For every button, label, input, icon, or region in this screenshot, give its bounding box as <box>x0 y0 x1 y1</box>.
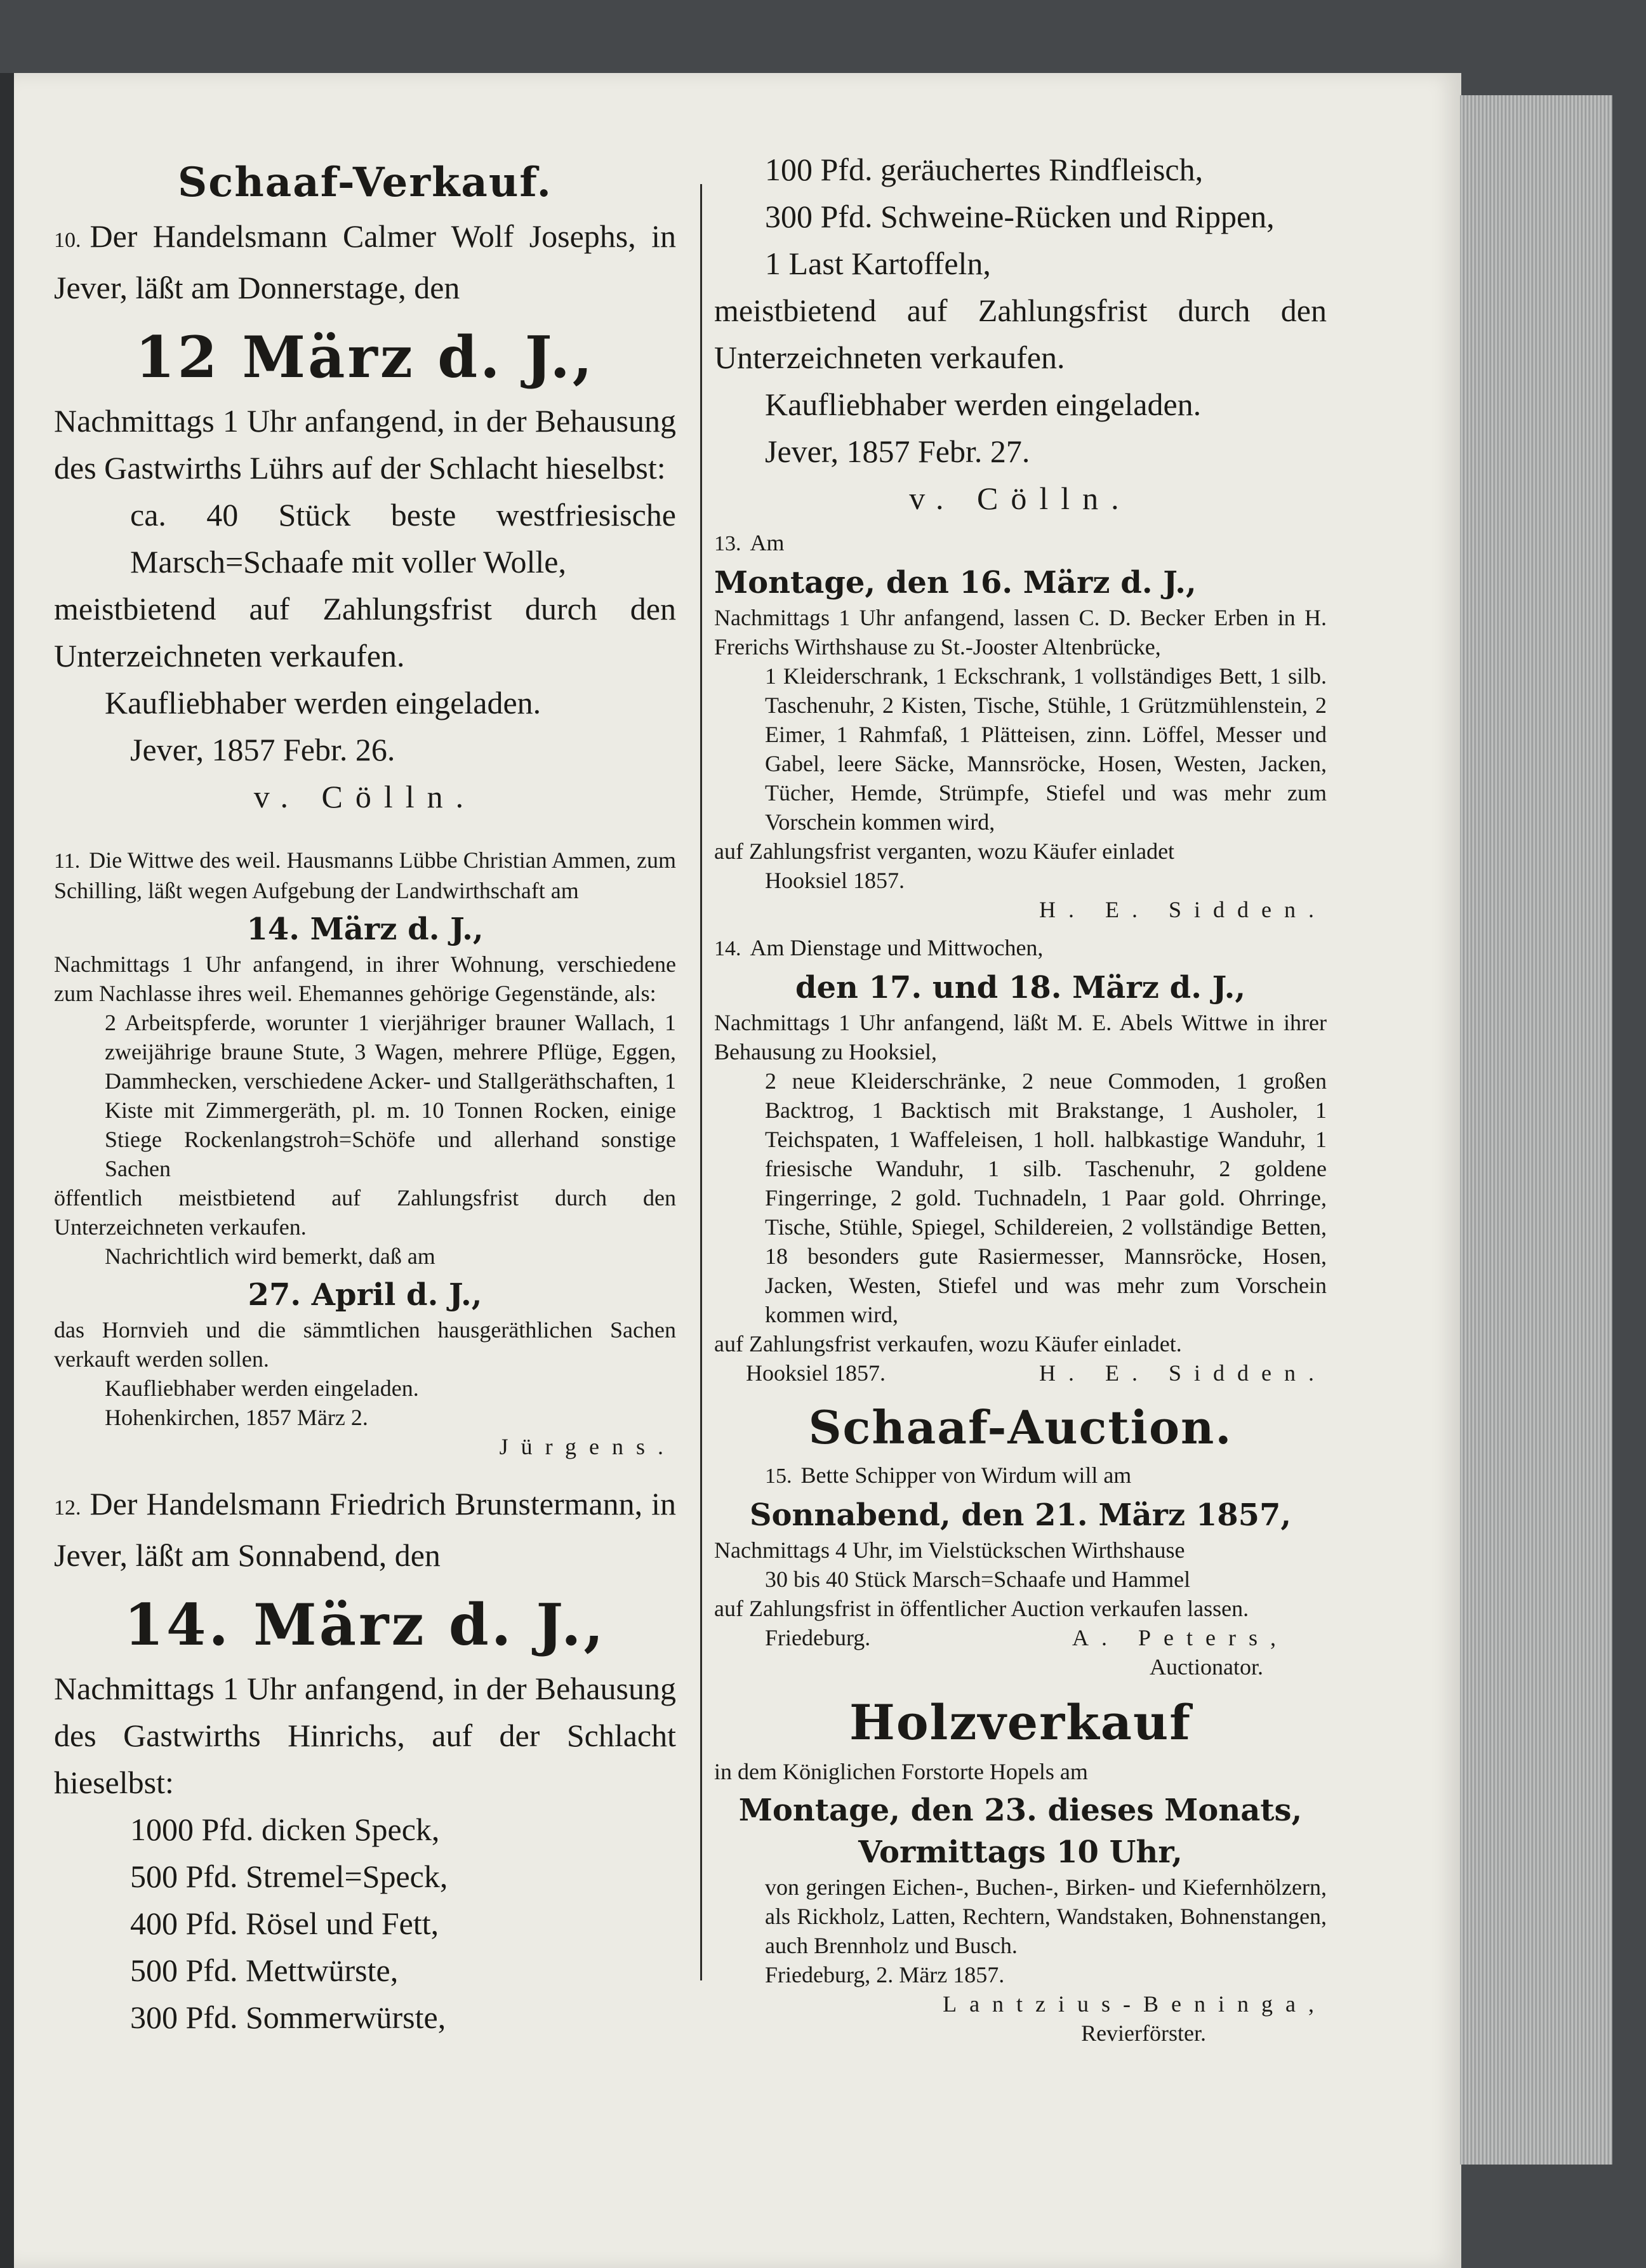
advert-12-date: 14. März d. J., <box>124 1591 606 1659</box>
advert-10-heading: Schaaf-Verkauf. <box>178 159 552 206</box>
book-page-edges <box>1460 95 1612 2165</box>
holz-heading: Holzverkauf <box>849 1694 1191 1751</box>
advert-10-items: ca. 40 Stück beste westfriesische Marsch=Schaafe mit voller Wolle, <box>130 497 676 580</box>
advert-14-terms: auf Zahlungsfrist verkaufen, wozu Käufer einladet. <box>714 1331 1182 1356</box>
holz-place-date: Friedeburg, 2. März 1857. <box>765 1962 1005 1987</box>
advert-14-intro: 14. Am Dienstage und Mittwochen, <box>714 935 1044 960</box>
advert-14-place: Hooksiel 1857. <box>746 1360 886 1386</box>
right-column <box>714 146 1327 2048</box>
advert-13-items: 1 Kleiderschrank, 1 Eckschrank, 1 vollständiges Bett, 1 silb. Taschenuhr, 2 Kisten, Tische, Stühle, 1 Grützmühlenstein, 2 Eimer, 1 Rahmfaß, 1 Plätteisen, zinn. Löffel, Messer und Gabel, leere Säcke, Mannsröcke, Hosen, Westen, Jacken, Tücher, Hemde, Strümpfe, Stiefel und was mehr zum Vorschein kommen wird, <box>765 663 1327 835</box>
advert-14-body: Nachmittags 1 Uhr anfangend, läßt M. E. Abels Wittwe in ihrer Behausung zu Hooksiel, <box>714 1010 1327 1064</box>
advert-11-terms: öffentlich meistbietend auf Zahlungsfrist durch den Unterzeichneten verkaufen. <box>54 1185 676 1240</box>
advert-15 <box>714 1400 1327 1681</box>
advert-13 <box>714 528 1327 924</box>
advert-10-place-date: Jever, 1857 Febr. 26. <box>130 732 395 767</box>
advert-14-footer <box>714 1358 1327 1388</box>
holz-items: von geringen Eichen-, Buchen-, Birken- und Kiefernhölzern, als Rickholz, Latten, Rechtern, Wandstaken, Bohnenstangen, auch Brennholz und Busch. <box>765 1874 1327 1958</box>
advert-15-place: Friedeburg. <box>765 1625 871 1650</box>
holz-signature: Lantzius-Beninga, <box>943 1991 1327 2017</box>
advert-14-date: den 17. und 18. März d. J., <box>795 970 1246 1005</box>
advert-15-intro: 15. Bette Schipper von Wirdum will am <box>765 1462 1132 1488</box>
list-item: 300 Pfd. Schweine-Rücken und Rippen, <box>765 199 1275 234</box>
advert-15-signature: A. Peters, <box>1072 1625 1289 1650</box>
advert-12-signature: v. Cölln. <box>909 481 1132 516</box>
advert-13-signature: H. E. Sidden. <box>1039 897 1327 922</box>
list-item: 400 Pfd. Rösel und Fett, <box>130 1906 439 1941</box>
advert-12-intro: 12. Der Handelsmann Friedrich Brunstermann, in Jever, läßt am Sonnabend, den <box>54 1486 676 1573</box>
advert-10 <box>54 159 676 820</box>
advert-10-date: 12 März d. J., <box>135 324 595 391</box>
holz-intro: in dem Königlichen Forstorte Hopels am <box>714 1759 1088 1784</box>
advert-14-items: 2 neue Kleiderschränke, 2 neue Commoden, 1 großen Backtrog, 1 Backtisch mit Brakstange, 1 Ausholer, 1 Teichspaten, 1 Waffeleisen, 1 holl. halbkastige Wanduhr, 1 friesische Wanduhr, 1 silb. Taschenuhr, 2 goldene Fingerringe, 2 gold. Tuchnadeln, 1 Paar gold. Ohrringe, Tische, Stühle, Spiegel, Schildereien, 2 vollständige Betten, 18 besonders gute Rasiermesser, Mannsröcke, Hosen, Jacken, Westen, Stiefel und was mehr zum Vorschein kommen wird, <box>765 1068 1327 1327</box>
advert-15-terms: auf Zahlungsfrist in öffentlicher Auction verkaufen lassen. <box>714 1596 1249 1621</box>
advert-13-terms: auf Zahlungsfrist verganten, wozu Käufer einladet <box>714 839 1175 864</box>
advert-10-invite: Kaufliebhaber werden eingeladen. <box>105 685 541 720</box>
left-column <box>54 146 676 2041</box>
advert-holz <box>714 1694 1327 2048</box>
advert-11 <box>54 846 676 1461</box>
advert-10-signature: v. Cölln. <box>253 779 477 814</box>
advert-11-note2: das Hornvieh und die sämmtlichen hausgeräthlichen Sachen verkauft werden sollen. <box>54 1317 676 1372</box>
advert-12-items <box>54 1806 676 2041</box>
advert-15-footer <box>714 1623 1327 1652</box>
advert-13-intro: 13. Am <box>714 530 785 555</box>
advert-number: 10. <box>54 229 81 252</box>
advert-11-date: 14. März d. J., <box>246 912 484 947</box>
advert-11-signature: Jürgens. <box>499 1434 676 1459</box>
advert-11-note: Nachrichtlich wird bemerkt, daß am <box>105 1243 435 1269</box>
advert-number: 15. <box>765 1464 792 1488</box>
advert-14-signature: H. E. Sidden. <box>1039 1360 1327 1386</box>
advert-number: 11. <box>54 849 81 873</box>
advert-number: 13. <box>714 532 741 555</box>
advert-15-title: Auctionator. <box>1150 1654 1263 1680</box>
advert-11-body: Nachmittags 1 Uhr anfangend, in ihrer Wohnung, verschiedene zum Nachlasse ihres weil. Ehemannes gehörige Gegenstände, als: <box>54 952 676 1006</box>
advert-11-intro: 11. Die Wittwe des weil. Hausmanns Lübbe Christian Ammen, zum Schilling, läßt wegen Aufgebung der Landwirthschaft am <box>54 847 676 903</box>
advert-12-continued <box>714 146 1327 522</box>
advert-12-body: Nachmittags 1 Uhr anfangend, in der Behausung des Gastwirths Hinrichs, auf der Schlacht hieselbst: <box>54 1671 676 1800</box>
advert-11-date2: 27. April d. J., <box>248 1277 482 1313</box>
advert-13-date: Montage, den 16. März d. J., <box>714 565 1197 600</box>
advert-number: 12. <box>54 1496 81 1520</box>
advert-14 <box>714 933 1327 1388</box>
advert-13-place: Hooksiel 1857. <box>765 868 905 893</box>
advert-11-items: 2 Arbeitspferde, worunter 1 vierjähriger brauner Wallach, 1 zweijährige braune Stute, 3 Wagen, mehrere Pflüge, Eggen, Dammhecken, verschiedene Acker- und Stallgeräthschaften, 1 Kiste mit Zimmergeräth, pl. m. 10 Tonnen Rocken, einige Stiege Rockenlangstroh=Schöfe und allerhand sonstige Sachen <box>105 1010 676 1181</box>
advert-15-body: Nachmittags 4 Uhr, im Vielstückschen Wirthshause <box>714 1537 1185 1563</box>
advert-12 <box>54 1480 676 2041</box>
advert-number: 14. <box>714 937 741 960</box>
list-item: 500 Pfd. Stremel=Speck, <box>130 1859 448 1894</box>
advert-10-terms: meistbietend auf Zahlungsfrist durch den Unterzeichneten verkaufen. <box>54 591 676 673</box>
list-item: 1000 Pfd. dicken Speck, <box>130 1812 440 1847</box>
list-item: 100 Pfd. geräuchertes Rindfleisch, <box>765 152 1204 187</box>
advert-12-place-date: Jever, 1857 Febr. 27. <box>765 434 1030 469</box>
advert-10-intro: 10. Der Handelsmann Calmer Wolf Josephs, in Jever, läßt am Donnerstage, den <box>54 218 676 305</box>
list-item: 1 Last Kartoffeln, <box>765 246 991 281</box>
advert-13-body: Nachmittags 1 Uhr anfangend, lassen C. D. Becker Erben in H. Frerichs Wirthshause zu St.-Jooster Altenbrücke, <box>714 605 1327 660</box>
advert-10-body: Nachmittags 1 Uhr anfangend, in der Behausung des Gastwirths Lührs auf der Schlacht hieselbst: <box>54 403 676 486</box>
advert-15-date: Sonnabend, den 21. März 1857, <box>749 1497 1292 1533</box>
advert-11-invite: Kaufliebhaber werden eingeladen. <box>105 1376 419 1401</box>
advert-15-heading: Schaaf-Auction. <box>808 1400 1233 1454</box>
list-item: 300 Pfd. Sommerwürste, <box>130 1999 446 2035</box>
advert-15-items: 30 bis 40 Stück Marsch=Schaafe und Hammel <box>765 1567 1191 1592</box>
book-gutter <box>0 73 14 2268</box>
holz-date: Montage, den 23. dieses Monats, <box>738 1793 1303 1828</box>
advert-12-terms: meistbietend auf Zahlungsfrist durch den Unterzeichneten verkaufen. <box>714 293 1327 375</box>
list-item: 500 Pfd. Mettwürste, <box>130 1953 399 1988</box>
column-divider <box>700 184 702 1980</box>
holz-title: Revierförster. <box>1081 2020 1206 2046</box>
advert-12-invite: Kaufliebhaber werden eingeladen. <box>765 387 1202 422</box>
holz-time: Vormittags 10 Uhr, <box>858 1834 1183 1870</box>
advert-12-items-continued <box>714 146 1327 287</box>
advert-11-place-date: Hohenkirchen, 1857 März 2. <box>105 1405 368 1430</box>
